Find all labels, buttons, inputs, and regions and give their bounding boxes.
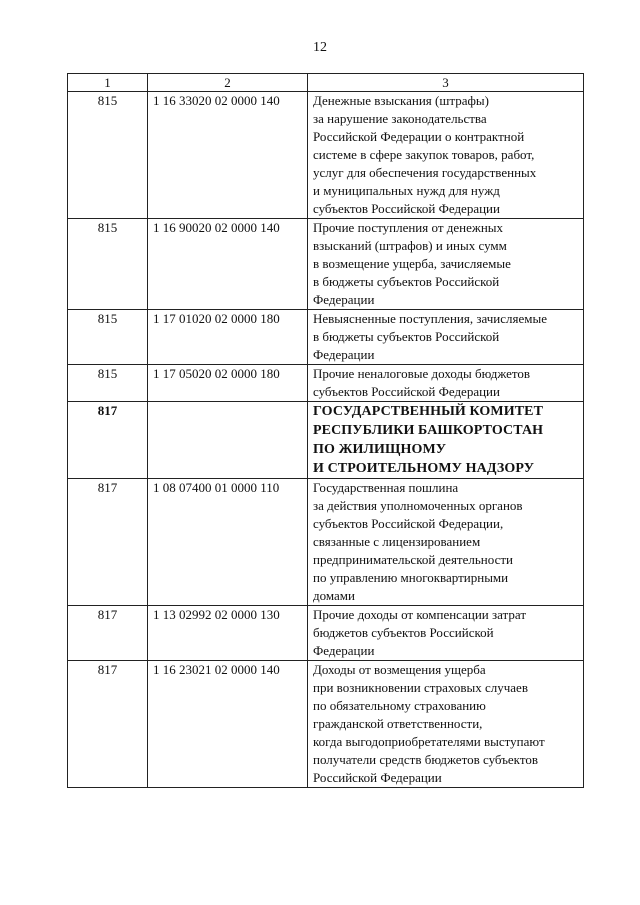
page-number: 12 xyxy=(313,40,327,55)
admin-code-cell: 817 xyxy=(68,661,148,788)
table-row xyxy=(68,365,584,402)
admin-code-cell: 815 xyxy=(68,219,148,310)
kbk-code-cell: 1 16 90020 02 0000 140 xyxy=(148,219,308,310)
kbk-code-cell: 1 17 01020 02 0000 180 xyxy=(148,310,308,365)
revenue-classification-table xyxy=(67,73,584,788)
admin-code-cell: 815 xyxy=(68,365,148,402)
table-row xyxy=(68,606,584,661)
admin-code-cell: 815 xyxy=(68,310,148,365)
section-header-row xyxy=(68,402,584,479)
revenue-name-cell: Невыясненные поступления, зачисляемые в бюджеты субъектов Российской Федерации xyxy=(308,310,584,365)
revenue-name-cell: Прочие доходы от компенсации затрат бюджетов субъектов Российской Федерации xyxy=(308,606,584,661)
table-header-row xyxy=(68,74,584,92)
table-row xyxy=(68,92,584,219)
column-header-kbk: 2 xyxy=(148,74,308,92)
kbk-code-cell: 1 16 33020 02 0000 140 xyxy=(148,92,308,219)
revenue-name-cell: Прочие поступления от денежных взысканий (штрафов) и иных сумм в возмещение ущерба, зачисляемые в бюджеты субъектов Российской Федерации xyxy=(308,219,584,310)
kbk-code-cell: 1 13 02992 02 0000 130 xyxy=(148,606,308,661)
table-row xyxy=(68,219,584,310)
table-row xyxy=(68,661,584,788)
kbk-code-cell: 1 08 07400 01 0000 110 xyxy=(148,479,308,606)
table-row xyxy=(68,479,584,606)
kbk-code-cell: 1 17 05020 02 0000 180 xyxy=(148,365,308,402)
admin-code-cell: 817 xyxy=(68,479,148,606)
revenue-name-cell: Денежные взыскания (штрафы) за нарушение законодательства Российской Федерации о контрактной системе в сфере закупок товаров, работ, услуг для обеспечения государственных и муниципальных нужд для нужд субъектов Российской Федерации xyxy=(308,92,584,219)
kbk-code-cell xyxy=(148,402,308,479)
column-header-admin: 1 xyxy=(68,74,148,92)
kbk-code-cell: 1 16 23021 02 0000 140 xyxy=(148,661,308,788)
admin-code-cell: 817 xyxy=(68,606,148,661)
admin-code-cell: 815 xyxy=(68,92,148,219)
admin-code-cell: 817 xyxy=(68,402,148,479)
agency-name-cell: ГОСУДАРСТВЕННЫЙ КОМИТЕТ РЕСПУБЛИКИ БАШКОРТОСТАН ПО ЖИЛИЩНОМУ И СТРОИТЕЛЬНОМУ НАДЗОРУ xyxy=(308,402,584,479)
table-row xyxy=(68,310,584,365)
column-header-name: 3 xyxy=(308,74,584,92)
revenue-name-cell: Доходы от возмещения ущерба при возникновении страховых случаев по обязательному страхованию гражданской ответственности, когда выгодоприобретателями выступают получатели средств бюджетов субъектов Российской Федерации xyxy=(308,661,584,788)
revenue-name-cell: Государственная пошлина за действия уполномоченных органов субъектов Российской Федерации, связанные с лицензированием предпринимательской деятельности по управлению многоквартирными домами xyxy=(308,479,584,606)
revenue-name-cell: Прочие неналоговые доходы бюджетов субъектов Российской Федерации xyxy=(308,365,584,402)
